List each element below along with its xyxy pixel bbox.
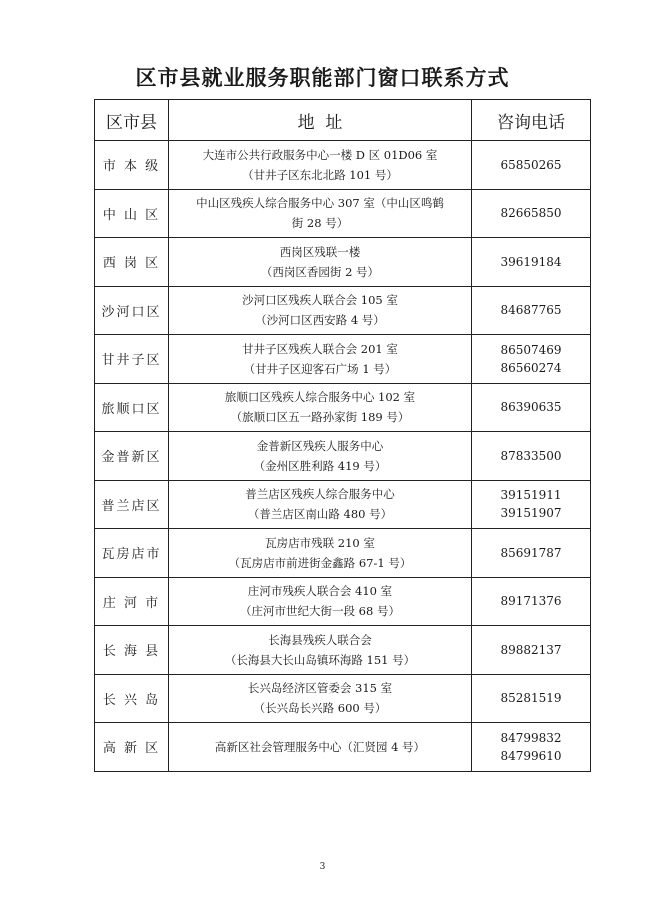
address-line: 金普新区残疾人服务中心 xyxy=(256,438,384,453)
address-line: 西岗区残联一楼 xyxy=(279,244,361,259)
address-cell xyxy=(169,626,472,675)
district-cell: 金普新区 xyxy=(95,432,169,481)
address-cell xyxy=(169,480,472,529)
district-cell: 市 本 级 xyxy=(95,141,169,190)
table-body xyxy=(95,141,591,772)
table-row xyxy=(95,141,591,190)
phone-number: 85281519 xyxy=(500,691,562,706)
phone-number: 65850265 xyxy=(500,157,562,172)
header-district: 区市县 xyxy=(95,100,169,141)
table-row xyxy=(95,723,591,772)
address-line: （甘井子区东北北路 101 号） xyxy=(242,167,398,182)
phone-number: 39619184 xyxy=(500,254,562,269)
address-line: （庄河市世纪大街一段 68 号） xyxy=(240,604,400,619)
address-line: （金州区胜利路 419 号） xyxy=(253,458,387,473)
phone-number: 87833500 xyxy=(500,448,562,463)
address-cell xyxy=(169,577,472,626)
address-line: 瓦房店市残联 210 室 xyxy=(265,535,375,550)
phone-number: 84687765 xyxy=(500,303,562,318)
phone-number: 39151911 xyxy=(500,488,562,503)
district-cell: 高 新 区 xyxy=(95,723,169,772)
address-line: 中山区残疾人综合服务中心 307 室（中山区鸣鹤 xyxy=(196,196,444,211)
phone-number: 85691787 xyxy=(500,545,562,560)
district-cell: 长 兴 岛 xyxy=(95,674,169,723)
district-cell: 沙河口区 xyxy=(95,286,169,335)
district-cell: 庄 河 市 xyxy=(95,577,169,626)
phone-cell xyxy=(472,286,591,335)
address-cell xyxy=(169,335,472,384)
address-line: （旅顺口区五一路孙家街 189 号） xyxy=(230,410,410,425)
table-row xyxy=(95,286,591,335)
table-row xyxy=(95,674,591,723)
address-cell xyxy=(169,286,472,335)
district-cell: 中 山 区 xyxy=(95,189,169,238)
phone-number: 86507469 xyxy=(500,342,562,357)
table-row xyxy=(95,189,591,238)
phone-cell xyxy=(472,480,591,529)
phone-cell xyxy=(472,432,591,481)
district-cell: 长 海 县 xyxy=(95,626,169,675)
table-row xyxy=(95,626,591,675)
district-cell: 西 岗 区 xyxy=(95,238,169,287)
address-line: （长兴岛长兴路 600 号） xyxy=(253,701,387,716)
phone-cell xyxy=(472,189,591,238)
phone-number: 89171376 xyxy=(500,594,562,609)
phone-cell xyxy=(472,626,591,675)
phone-number: 86560274 xyxy=(500,360,562,375)
address-cell xyxy=(169,723,472,772)
address-cell xyxy=(169,141,472,190)
address-line: （沙河口区西安路 4 号） xyxy=(255,313,385,328)
address-cell xyxy=(169,674,472,723)
table-row xyxy=(95,383,591,432)
district-cell: 旅顺口区 xyxy=(95,383,169,432)
phone-cell xyxy=(472,674,591,723)
table-row xyxy=(95,432,591,481)
phone-cell xyxy=(472,141,591,190)
address-line: 长兴岛经济区管委会 315 室 xyxy=(247,681,393,696)
address-line: （普兰店区南山路 480 号） xyxy=(247,507,393,522)
phone-number: 39151907 xyxy=(500,506,562,521)
phone-cell xyxy=(472,529,591,578)
address-line: 长海县残疾人联合会 xyxy=(268,632,372,647)
phone-cell xyxy=(472,577,591,626)
header-address: 地 址 xyxy=(169,100,472,141)
contacts-table xyxy=(94,99,591,772)
header-phone: 咨询电话 xyxy=(472,100,591,141)
district-cell: 瓦房店市 xyxy=(95,529,169,578)
address-line: （长海县大长山岛镇环海路 151 号） xyxy=(224,652,416,667)
address-line: 沙河口区残疾人联合会 105 室 xyxy=(242,293,398,308)
phone-cell xyxy=(472,238,591,287)
phone-number: 86390635 xyxy=(500,400,562,415)
table-row xyxy=(95,529,591,578)
address-line: （甘井子区迎客石广场 1 号） xyxy=(243,361,397,376)
phone-cell xyxy=(472,335,591,384)
address-line: 甘井子区残疾人联合会 201 室 xyxy=(242,341,398,356)
table-row xyxy=(95,238,591,287)
address-line: 庄河市残疾人联合会 410 室 xyxy=(247,584,393,599)
table-header-row xyxy=(95,100,591,141)
address-cell xyxy=(169,189,472,238)
address-line: 高新区社会管理服务中心（汇贤园 4 号） xyxy=(214,739,426,754)
address-cell xyxy=(169,529,472,578)
page-number: 3 xyxy=(319,862,326,872)
address-line: 旅顺口区残疾人综合服务中心 102 室 xyxy=(224,390,416,405)
table-row xyxy=(95,480,591,529)
phone-number: 82665850 xyxy=(500,206,562,221)
phone-cell xyxy=(472,383,591,432)
phone-number: 89882137 xyxy=(500,642,562,657)
address-cell xyxy=(169,383,472,432)
district-cell: 甘井子区 xyxy=(95,335,169,384)
address-line: （西岗区香园街 2 号） xyxy=(260,264,380,279)
phone-number: 84799610 xyxy=(500,748,562,763)
phone-cell xyxy=(472,723,591,772)
phone-number: 84799832 xyxy=(500,730,562,745)
district-cell: 普兰店区 xyxy=(95,480,169,529)
address-line: 大连市公共行政服务中心一楼 D 区 01D06 室 xyxy=(202,147,438,162)
table-row xyxy=(95,577,591,626)
page-title: 区市县就业服务职能部门窗口联系方式 xyxy=(135,65,510,90)
address-cell xyxy=(169,432,472,481)
address-line: 街 28 号） xyxy=(291,216,349,231)
address-line: 普兰店区残疾人综合服务中心 xyxy=(245,487,395,502)
address-line: （瓦房店市前进街金鑫路 67-1 号） xyxy=(228,555,412,570)
table-row xyxy=(95,335,591,384)
address-cell xyxy=(169,238,472,287)
